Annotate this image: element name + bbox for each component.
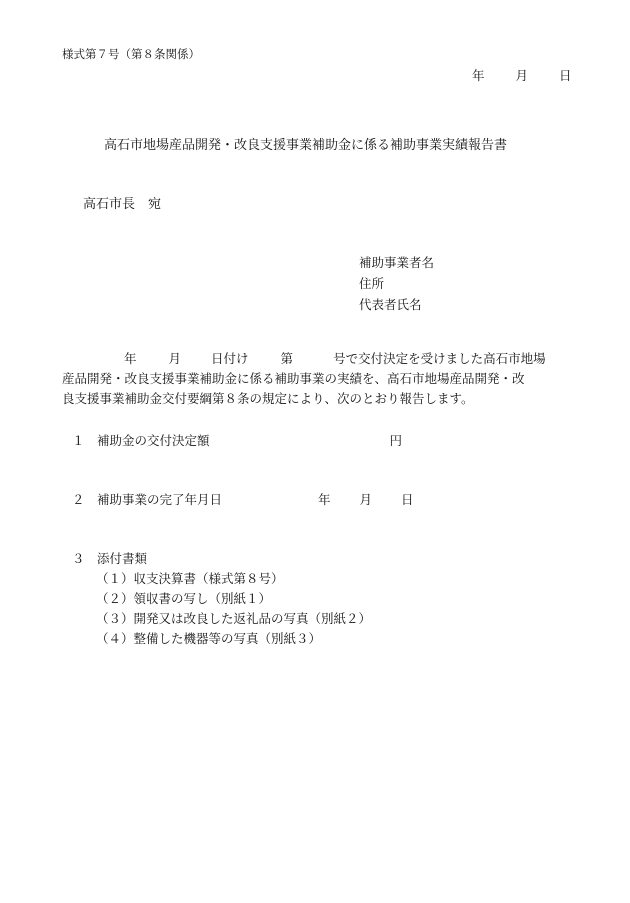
applicant-name-label: 補助事業者名 — [359, 255, 435, 270]
body-month: 月 — [168, 351, 182, 366]
item-1-unit: 円 — [389, 433, 403, 448]
form-number: 様式第７号（第８条関係） — [62, 47, 200, 61]
date-month-label: 月 — [515, 68, 529, 83]
item-2-day: 日 — [401, 492, 414, 507]
item-2-number: ２ — [72, 492, 85, 507]
attachments-list — [96, 569, 371, 649]
item-3-label: 添付書類 — [97, 551, 148, 566]
attachment-item: （２）領収書の写し（別紙１） — [96, 591, 272, 606]
report-body-text — [62, 349, 578, 409]
item-2-year: 年 — [318, 492, 331, 507]
item-1-number: １ — [72, 433, 85, 448]
item-2-month: 月 — [359, 492, 373, 507]
item-attachments-heading — [72, 549, 147, 567]
body-line-1-rest: 号で交付決定を受けました高石市地場 — [333, 351, 546, 366]
attachment-item: （４）整備した機器等の写真（別紙３） — [96, 631, 322, 646]
document-title: 高石市地場産品開発・改良支援事業補助金に係る補助事業実績報告書 — [104, 138, 508, 153]
body-line-1 — [62, 349, 578, 369]
date-day-label: 日 — [559, 68, 572, 83]
item-grant-amount — [72, 431, 402, 449]
body-number-prefix: 第 — [280, 351, 294, 366]
addressee: 高石市長 宛 — [83, 197, 162, 212]
body-year: 年 — [124, 351, 137, 366]
attachment-item: （３）開発又は改良した返礼品の写真（別紙２） — [96, 611, 372, 626]
applicant-representative-label: 代表者氏名 — [359, 297, 422, 312]
applicant-block — [359, 252, 434, 315]
date-year-label: 年 — [472, 68, 485, 83]
item-1-label: 補助金の交付決定額 — [97, 433, 210, 448]
submission-date — [472, 66, 572, 84]
applicant-address-label: 住所 — [359, 276, 385, 291]
item-completion-date — [72, 490, 414, 508]
attachment-item: （１）収支決算書（様式第８号） — [96, 571, 284, 586]
item-3-number: ３ — [72, 551, 85, 566]
body-day-given: 日付け — [211, 351, 249, 366]
body-line-3: 良支援事業補助金交付要綱第８条の規定により、次のとおり報告します。 — [62, 391, 474, 406]
body-line-2: 産品開発・改良支援事業補助金に係る補助事業の実績を、高石市地場産品開発・改 — [62, 371, 525, 386]
item-2-label: 補助事業の完了年月日 — [97, 492, 223, 507]
